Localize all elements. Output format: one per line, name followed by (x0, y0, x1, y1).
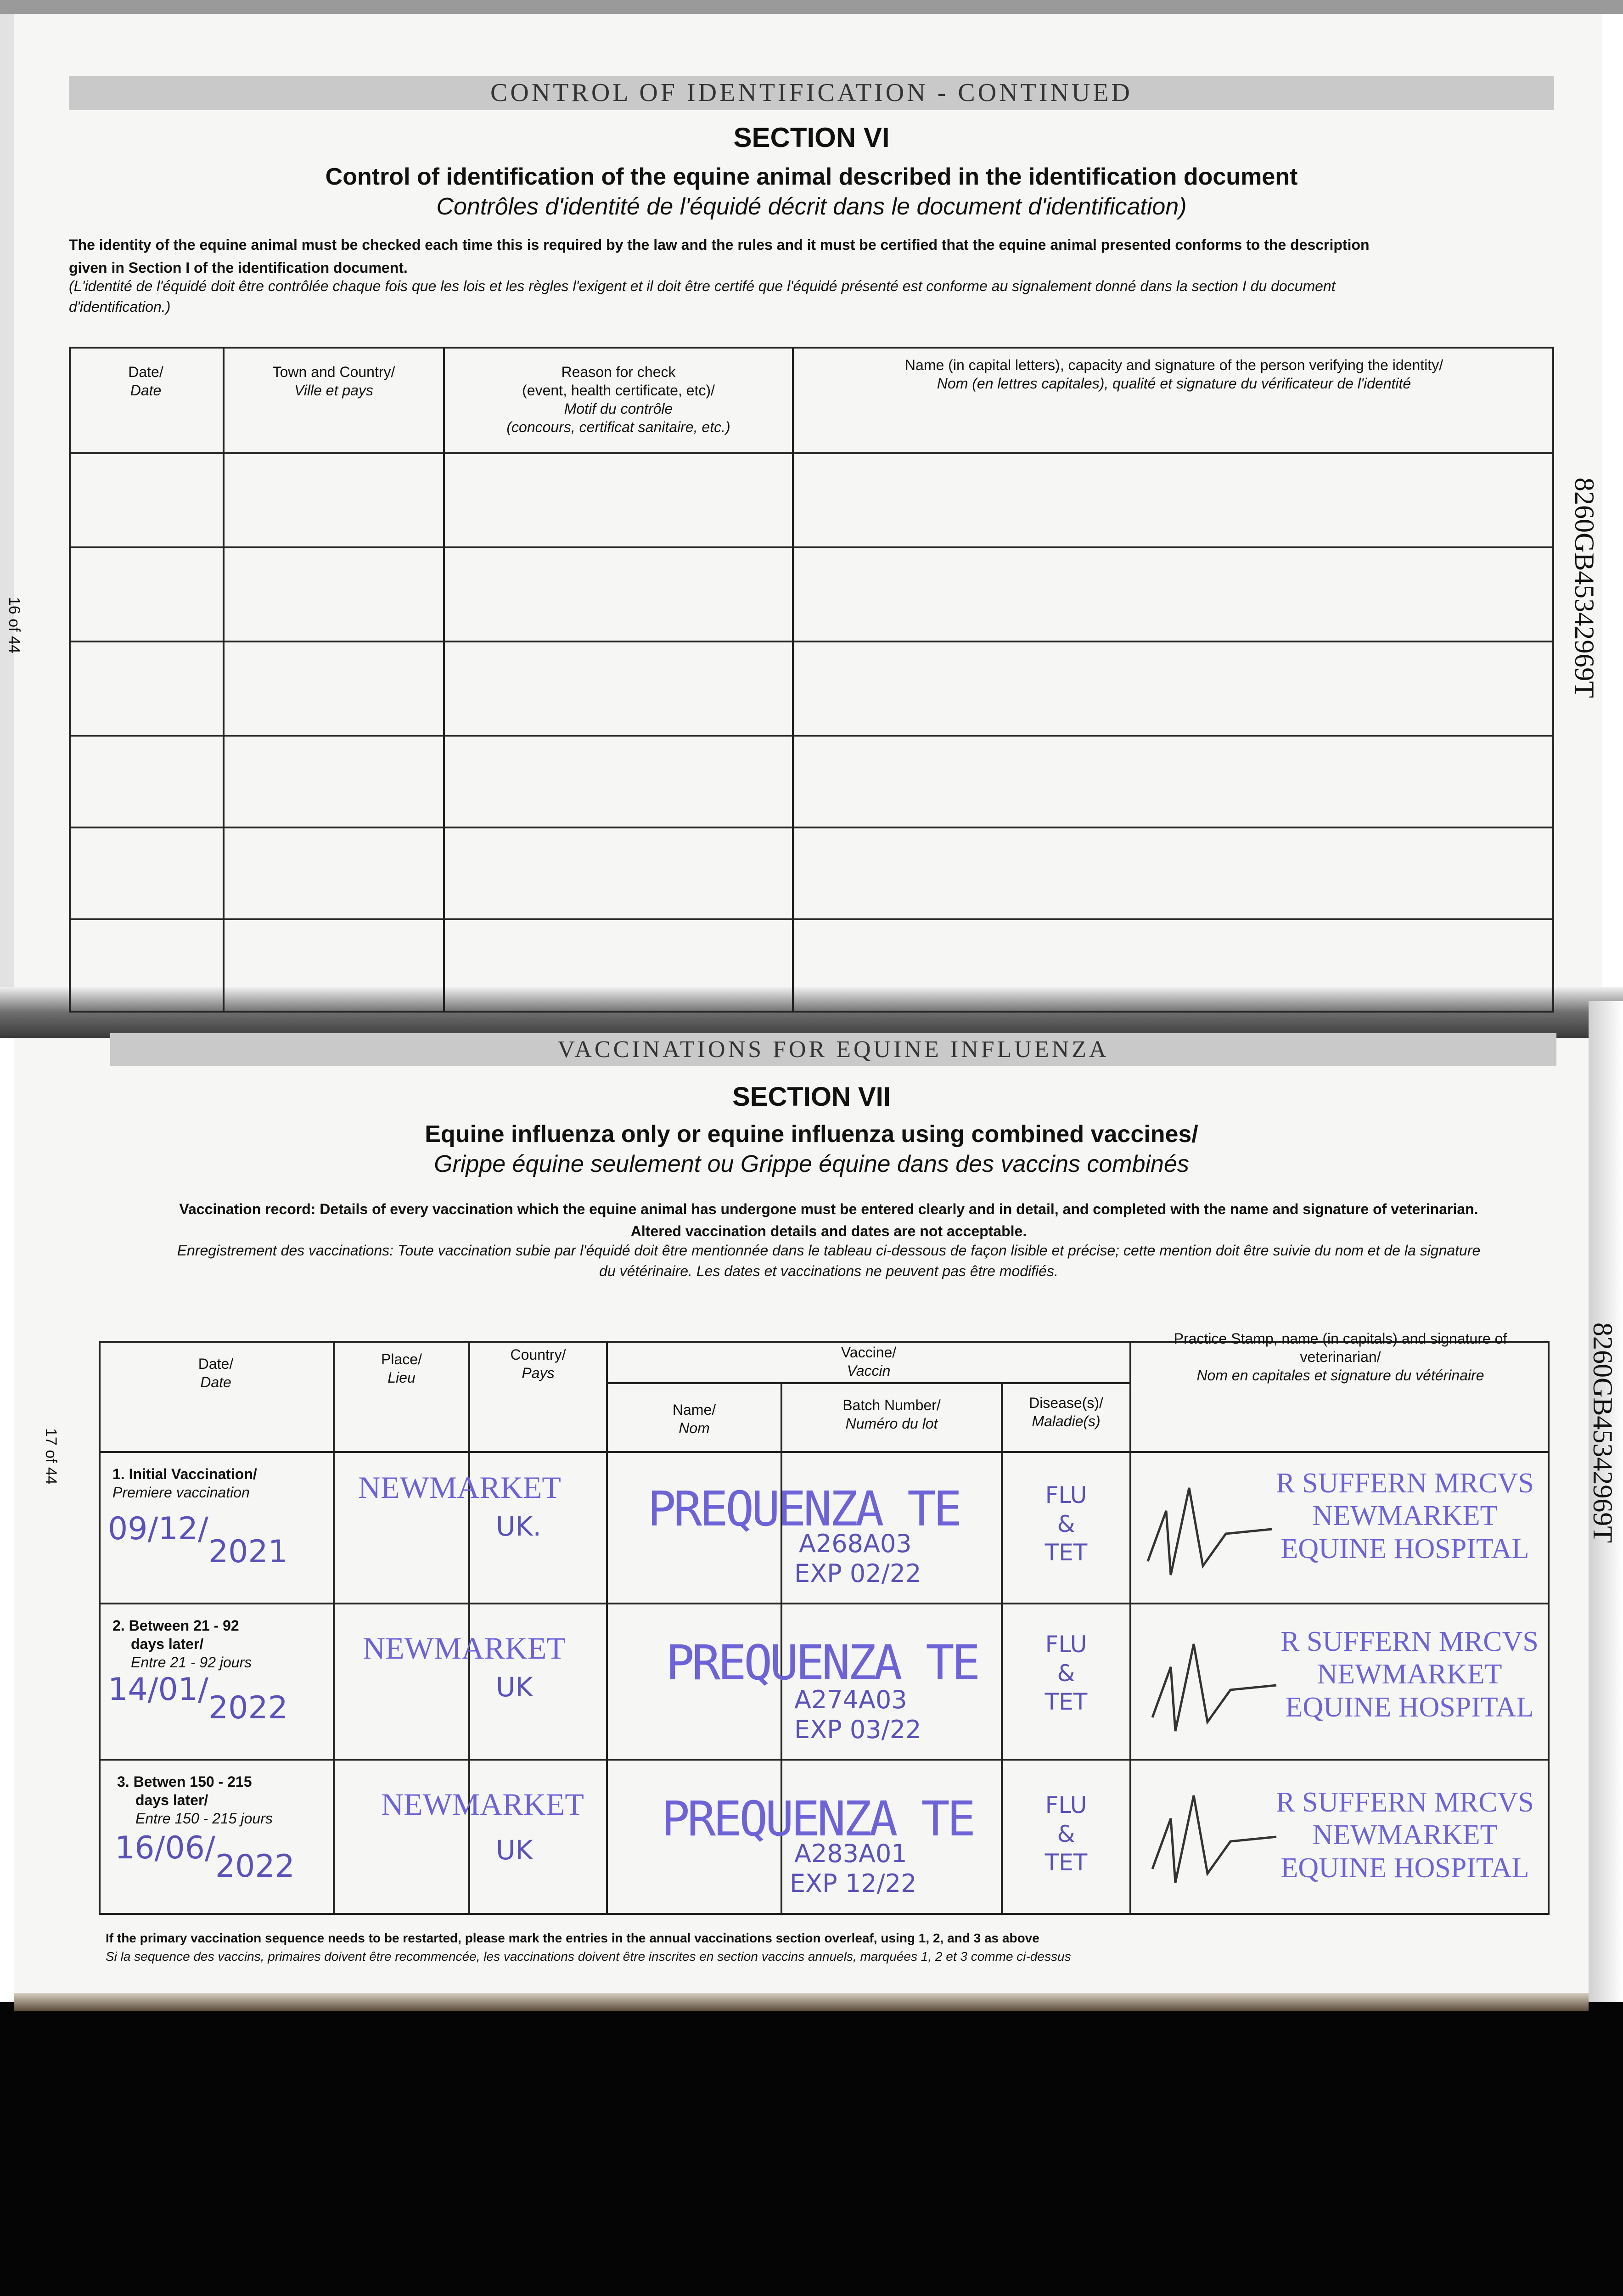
row-label: 3. Betwen 150 - 215 days later/ Entre 150 - 215 jours (117, 1773, 273, 1827)
intro-text: The identity of the equine animal must be checked each time this is required by the law and the rules and it must be certified that the equine animal presented conforms to the description (69, 236, 1370, 253)
heading-fr: Grippe équine seulement ou Grippe équine dans des vaccins combinés (434, 1151, 1189, 1177)
vaccination-date: 16/06/2022 (115, 1830, 295, 1885)
col-header-date: Date/ Date (198, 1356, 234, 1390)
col-header-town: Town and Country/ Ville et pays (272, 364, 395, 399)
passport-id: 8260GB45342969T (1588, 1322, 1618, 1543)
table-col-divider (792, 347, 794, 1013)
country: UK. (496, 1511, 541, 1542)
table-col-divider (1129, 1341, 1131, 1915)
table-row-divider (69, 546, 1554, 548)
row-label: 1. Initial Vaccination/ Premiere vaccination (112, 1466, 257, 1501)
section-banner: CONTROL OF IDENTIFICATION - CONTINUED (69, 76, 1554, 110)
table-row-divider (69, 735, 1554, 737)
batch-expiry: EXP 02/22 (794, 1559, 921, 1588)
page-number: 16 of 44 (6, 597, 23, 653)
desk-background (0, 2002, 1623, 2296)
country: UK (496, 1671, 533, 1703)
table-col-divider (223, 347, 225, 1013)
practice-stamp: R SUFFERN MRCVS NEWMARKET EQUINE HOSPITAL (1280, 1626, 1539, 1723)
place-stamp: NEWMARKET (358, 1470, 561, 1505)
vaccine-name-stamp: PREQUENZA TE (666, 1635, 978, 1691)
disease-list: FLU & TET (1045, 1631, 1088, 1715)
identity-check-table (69, 347, 1554, 1013)
table-row-divider (69, 918, 1554, 920)
section-title: SECTION VI (733, 122, 890, 153)
table-row-divider (99, 1603, 1550, 1604)
restart-note-fr: Si la sequence des vaccins, primaires doivent être recommencée, les vaccinations doivent être inscrites en section vaccins annuels, marquées 1, 2 et 3 comme ci-dessus (106, 1949, 1071, 1964)
practice-stamp: R SUFFERN MRCVS NEWMARKET EQUINE HOSPITAL (1276, 1787, 1534, 1884)
batch-expiry: EXP 12/22 (790, 1869, 917, 1898)
table-row-divider (69, 641, 1554, 642)
row-label: 2. Between 21 - 92 days later/ Entre 21 - 92 jours (112, 1617, 252, 1671)
disease-list: FLU & TET (1045, 1482, 1088, 1566)
vaccination-record-text-fr: Enregistrement des vaccinations: Toute vaccination subie par l'équidé doit être mentionnée dans le tableau ci-dessous de façon lisible et précise; cette mention doit être suivie du nom et de la signature (177, 1242, 1481, 1259)
table-col-divider (468, 1341, 470, 1915)
table-row-divider (99, 1451, 1550, 1453)
vaccination-date: 14/01/2022 (108, 1671, 288, 1726)
table-row-divider (99, 1759, 1550, 1761)
col-header-country: Country/ Pays (510, 1346, 566, 1381)
vaccination-record-text: Altered vaccination details and dates are not acceptable. (630, 1223, 1027, 1239)
page-bottom-edge (14, 1993, 1589, 2011)
heading-fr: Contrôles d'identité de l'équidé décrit dans le document d'identification) (436, 193, 1187, 220)
section-title: SECTION VII (732, 1082, 891, 1112)
col-header-practice-stamp: Practice Stamp, name (in capitals) and signature of veterinarian/ Nom en capitales et signature du vétérinaire (1174, 1330, 1507, 1384)
scan-top-edge (0, 0, 1623, 14)
section-banner: VACCINATIONS FOR EQUINE INFLUENZA (110, 1033, 1556, 1066)
col-header-vaccine-name: Name/ Nom (672, 1401, 716, 1436)
place-stamp: NEWMARKET (363, 1631, 566, 1666)
heading-en: Control of identification of the equine animal described in the identification document (325, 163, 1298, 190)
vaccination-record-text-fr: du vétérinaire. Les dates et vaccinations ne peuvent pas être modifiés. (599, 1263, 1058, 1279)
intro-text-fr: (L'identité de l'équidé doit être contrôlée chaque fois que les lois et les règles l'exigent et il doit être certifé que l'équidé présenté est conforme au signalement donné dans la section I du document (69, 278, 1336, 294)
heading-en: Equine influenza only or equine influenza using combined vaccines/ (425, 1121, 1198, 1148)
vaccine-name-stamp: PREQUENZA TE (647, 1481, 960, 1537)
page-number: 17 of 44 (42, 1428, 60, 1485)
country: UK (496, 1835, 533, 1866)
col-header-batch: Batch Number/ Numéro du lot (842, 1397, 941, 1432)
col-header-reason: Reason for check (event, health certificate, etc)/ Motif du contrôle (concours, certificat sanitaire, etc.) (506, 364, 730, 435)
place-stamp: NEWMARKET (381, 1787, 584, 1822)
col-header-date: Date/ Date (128, 364, 163, 399)
col-header-verifier: Name (in capital letters), capacity and signature of the person verifying the identity/ Nom (en lettres capitales), qualité et signature du vérificateur de l'identité (904, 357, 1443, 392)
col-header-place: Place/ Lieu (381, 1351, 422, 1386)
col-header-vaccine: Vaccine/ Vaccin (841, 1344, 897, 1379)
vaccination-record-text: Vaccination record: Details of every vaccination which the equine animal has undergone must be entered clearly and in detail, and completed with the name and signature of veterinarian. (179, 1201, 1478, 1217)
intro-text: given in Section I of the identification document. (69, 259, 408, 276)
table-row-divider (69, 827, 1554, 828)
batch-number: A268A03 (799, 1529, 912, 1558)
table-row-divider (606, 1382, 1129, 1384)
table-row-divider (69, 452, 1554, 454)
table-col-divider (443, 347, 445, 1013)
passport-id: 8260GB45342969T (1569, 478, 1600, 698)
vaccination-date: 09/12/2021 (108, 1511, 288, 1570)
batch-number: A283A01 (794, 1839, 907, 1868)
intro-text-fr: d'identification.) (69, 298, 171, 315)
batch-expiry: EXP 03/22 (794, 1715, 921, 1744)
table-col-divider (333, 1341, 335, 1915)
restart-note: If the primary vaccination sequence needs to be restarted, please mark the entries in the annual vaccinations section overleaf, using 1, 2, and 3 as above (106, 1931, 1039, 1945)
disease-list: FLU & TET (1045, 1792, 1088, 1876)
practice-stamp: R SUFFERN MRCVS NEWMARKET EQUINE HOSPITAL (1276, 1468, 1534, 1564)
batch-number: A274A03 (794, 1685, 907, 1714)
col-header-disease: Disease(s)/ Maladie(s) (1029, 1395, 1103, 1429)
vaccine-name-stamp: PREQUENZA TE (661, 1791, 973, 1847)
